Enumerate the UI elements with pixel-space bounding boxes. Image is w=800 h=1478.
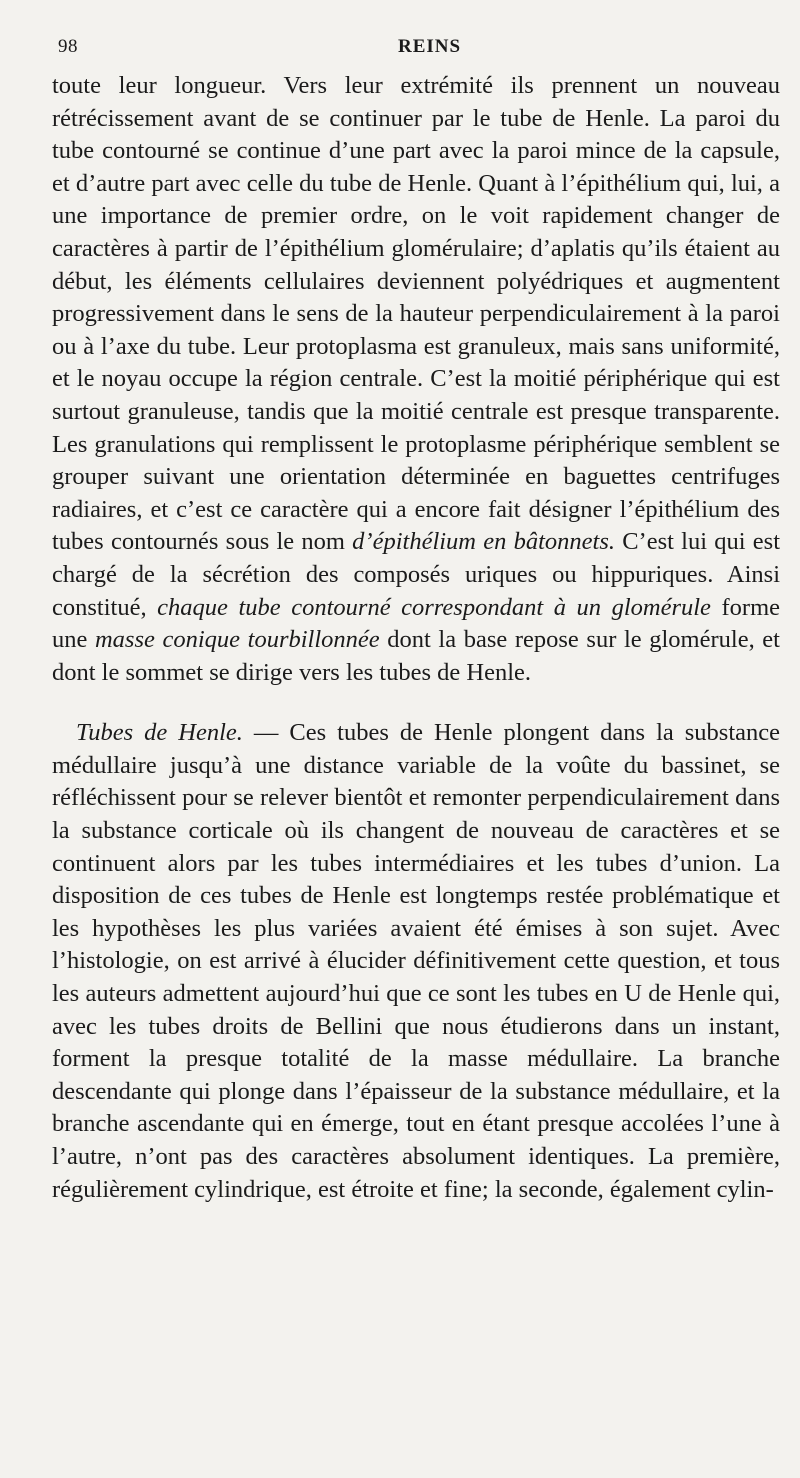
text-run: — Ces tubes de Henle plongent dans la substance médullaire jusqu’à une distance variable de la voûte du bassinet, se réfléchissent pour se relever bientôt et remonter perpendiculairement dans la substance corticale où ils changent de nouveau de caractères et se continuent alors par les tubes intermédiaires et les tubes d’union. La disposition de ces tubes de Henle est longtemps restée problématique et les hypothèses les plus variées avaient été émises à son sujet. Avec l’histologie, on est arrivé à élucider définitivement cette question, et tous les auteurs admettent aujourd’hui que ce sont les tubes en U de Henle qui, avec les tubes droits de Bellini que nous étudierons dans un instant, forment la presque totalité de la masse médullaire. La branche descendante qui plonge dans l’épaisseur de la substance médullaire, et la branche ascendante qui en émerge, tout en étant presque accolées l’une à l’autre, n’ont pas des caractères absolument identiques. La première, régulièrement cylindrique, est étroite et fine; la seconde, également cylin- xyxy=(52,719,780,1203)
text-run: toute leur longueur. Vers leur extrémité ils prennent un nouveau rétrécissement avant de se continuer par le tube de Henle. La paroi du tube contourné se continue d’une part avec la paroi mince de la capsule, et d’autre part avec celle du tube de Henle. Quant à l’épithélium qui, lui, a une importance de premier ordre, on le voit rapidement changer de caractères à partir de l’épithélium glomérulaire; d’aplatis qu’ils étaient au début, les éléments cellulaires deviennent polyédriques et augmentent progressivement dans le sens de la hauteur perpendiculairement à la paroi ou à l’axe du tube. Leur protoplasma est granuleux, mais sans uniformité, et le noyau occupe la région centrale. C’est la moitié périphérique qui est surtout granuleuse, tandis que la moitié centrale est presque transparente. Les granulations qui remplissent le protoplasme périphérique semblent se grouper suivant une orientation déterminée en baguettes centrifuges radiaires, et c’est ce caractère qui a encore fait désigner l’épithélium des tubes contournés sous le nom xyxy=(52,72,780,556)
body-text xyxy=(52,70,780,1206)
text-run: C’est lui qui est chargé de la sécrétion des composés uriques ou hippuriques. Ainsi constitué, xyxy=(52,528,780,621)
page-number: 98 xyxy=(58,36,78,57)
paragraph-tubes-de-henle xyxy=(52,717,780,1206)
paragraph-epithelium xyxy=(52,70,780,689)
text-run: dont la base repose sur le glomérule, et dont le sommet se dirige vers les tubes de Henle. xyxy=(52,626,780,686)
italic-term-epithelium-en-batonnets: d’épithélium en bâtonnets. xyxy=(352,528,615,556)
text-run: forme une xyxy=(52,593,781,654)
section-heading-tubes-de-henle: Tubes de Henle. xyxy=(76,719,243,747)
italic-phrase-masse-conique: masse conique tourbillonnée xyxy=(94,626,380,654)
italic-phrase-tube-contourne: chaque tube contourné correspondant à un glomérule xyxy=(157,593,711,621)
page-header xyxy=(52,34,780,64)
running-head: REINS xyxy=(398,36,462,57)
